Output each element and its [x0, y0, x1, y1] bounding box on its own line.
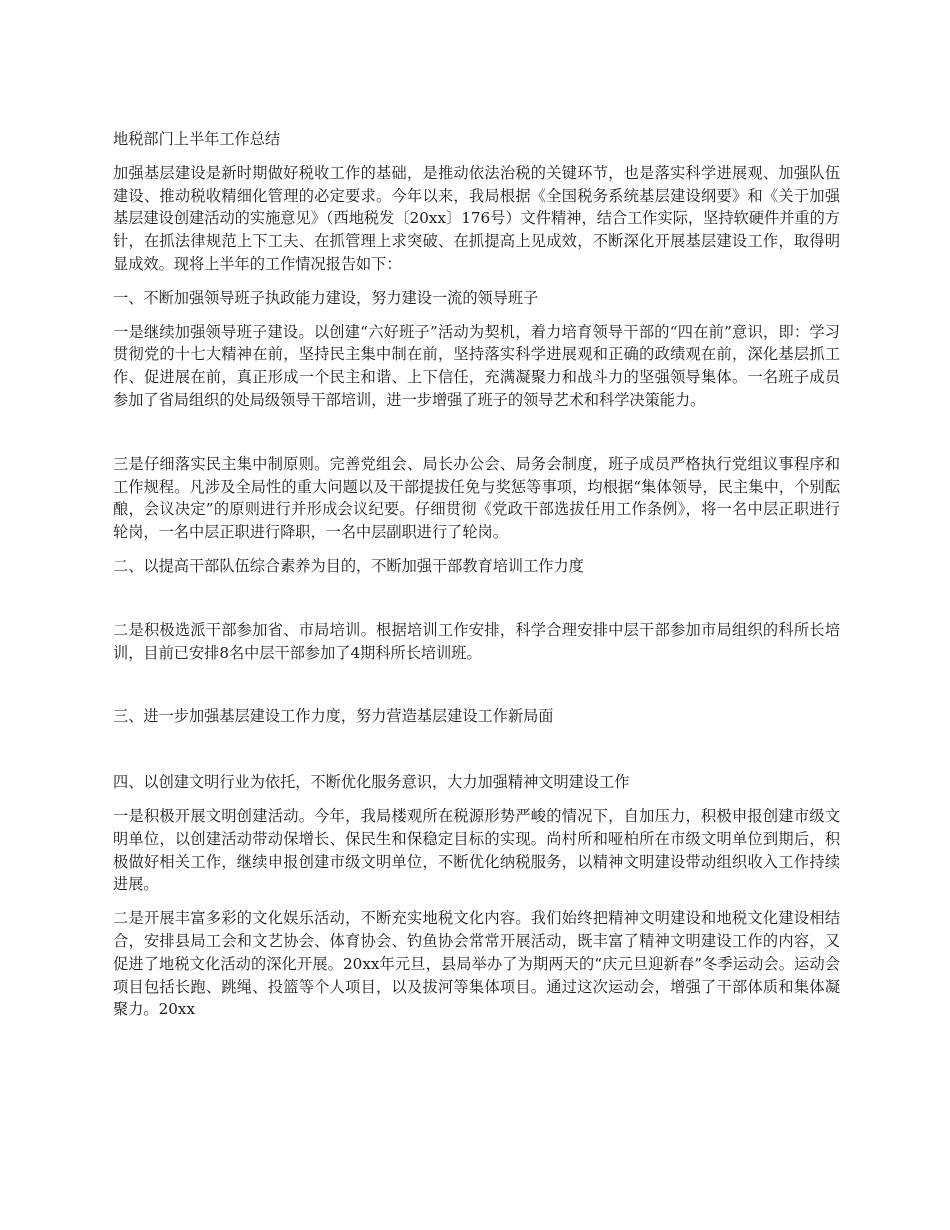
paragraph-civilization: 一是积极开展文明创建活动。今年，我局楼观所在税源形势严峻的情况下，自加压力，积极申报创建市级文明单位，以创建活动带动保增长、保民生和保稳定目标的实现。尚村所和哑柏所在市级文明单位到期后，积极做好相关工作，继续申报创建市级文明单位，不断优化纳税服务，以精神文明建设带动组织收入工作持续进展。 [113, 806, 840, 894]
paragraph-training: 二是积极选派干部参加省、市局培训。根据培训工作安排，科学合理安排中层干部参加市局组织的科所长培训，目前已安排8名中层干部参加了4期科所长培训班。 [113, 620, 840, 662]
section-heading-1: 一、不断加强领导班子执政能力建设，努力建设一流的领导班子 [113, 288, 539, 307]
paragraph-democratic-centralism: 三是仔细落实民主集中制原则。完善党组会、局长办公会、局务会制度，班子成员严格执行党组议事程序和工作规程。凡涉及全局性的重大问题以及干部提拔任免与奖惩等事项，均根据“集体领导，民主集中，个别酝酿，会议决定”的原则进行并形成会议纪要。仔细贯彻《党政干部选拔任用工作条例》，将一名中层正职进行轮岗，一名中层正职进行降职，一名中层副职进行了轮岗。 [113, 454, 840, 542]
document-page [113, 128, 840, 1032]
paragraph-culture: 二是开展丰富多彩的文化娱乐活动，不断充实地税文化内容。我们始终把精神文明建设和地税文化建设相结合，安排县局工会和文艺协会、体育协会、钓鱼协会常常开展活动，既丰富了精神文明建设工作的内容，又促进了地税文化活动的深化开展。20xx年元旦，县局举办了为期两天的“庆元旦迎新春”冬季运动会。运动会项目包括长跑、跳绳、投篮等个人项目，以及拔河等集体项目。通过这次运动会，增强了干部体质和集体凝聚力。20xx [113, 909, 840, 1019]
section-heading-2: 二、以提高干部队伍综合素养为目的，不断加强干部教育培训工作力度 [113, 556, 584, 575]
section-heading-3: 三、进一步加强基层建设工作力度，努力营造基层建设工作新局面 [113, 707, 554, 726]
section-heading-4: 四、以创建文明行业为依托，不断优化服务意识，大力加强精神文明建设工作 [113, 773, 630, 792]
document-title: 地税部门上半年工作总结 [113, 130, 281, 148]
intro-paragraph: 加强基层建设是新时期做好税收工作的基础，是推动依法治税的关键环节，也是落实科学进展观、加强队伍建设、推动税收精细化管理的必定要求。今年以来，我局根据《全国税务系统基层建设纲要》和《关于加强基层建设创建活动的实施意见》（西地税发〔20xx〕176号）文件精神，结合工作实际，坚持软硬件并重的方针，在抓法律规范上下工夫、在抓管理上求突破、在抓提高上见成效，不断深化开展基层建设工作，取得明显成效。现将上半年的工作情况报告如下： [113, 163, 840, 273]
paragraph-leadership: 一是继续加强领导班子建设。以创建“六好班子”活动为契机，着力培育领导干部的“四在前”意识，即：学习贯彻党的十七大精神在前，坚持民主集中制在前，坚持落实科学进展观和正确的政绩观在前，深化基层抓工作、促进展在前，真正形成一个民主和谐、上下信任，充满凝聚力和战斗力的坚强领导集体。一名班子成员参加了省局组织的处局级领导干部培训，进一步增强了班子的领导艺术和科学决策能力。 [113, 322, 840, 409]
